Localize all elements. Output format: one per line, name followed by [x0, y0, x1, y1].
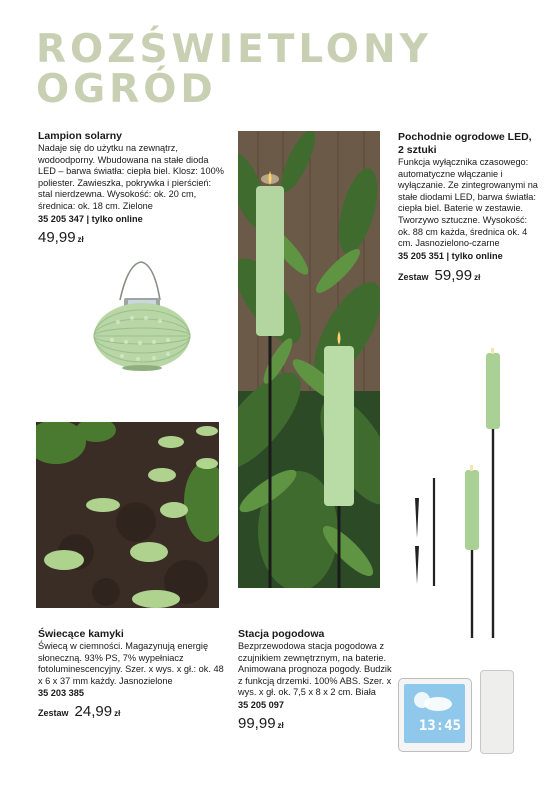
stacja-price-value: 99,99 [238, 714, 276, 732]
solar-lantern-image [88, 256, 208, 374]
station-time: 13:45 [418, 718, 461, 734]
lampion-description: Nadaje się do użytku na zewnątrz, wodoodporny. Wbudowana na stałe dioda LED – barwa światła: ciepła biel. Klosz: 100% poliester. Zawieszka, pokrywka i pierścień: stal nierdzewna. Wysokość: ok. 20 cm, średnica: ok. 18 cm. Zielone [38, 143, 224, 211]
headline-line-2: OGRÓD [36, 67, 217, 112]
pochodnie-currency: zł [474, 272, 481, 282]
stacja-description: Bezprzewodowa stacja pogodowa z czujnikiem zewnętrznym, na baterie. Animowana prognoza pogody. Budzik z funkcją drzemki. 100% ABS. Szer. x wys. x gł. ok. 7,5 x 8 x 2 cm. Biała [238, 641, 392, 698]
kamyki-code: 35 203 385 [38, 688, 84, 699]
lampion-price [38, 229, 226, 249]
stacja-price [238, 715, 396, 735]
pochodnie-price-value: 59,99 [434, 266, 473, 284]
garden-torches-image [400, 348, 520, 644]
kamyki-title: Świecące kamyki [38, 628, 124, 640]
pochodnie-set-label: Zestaw [398, 271, 429, 282]
kamyki-currency: zł [114, 709, 121, 719]
pochodnie-price [398, 267, 538, 287]
lampion-currency: zł [77, 234, 84, 244]
pochodnie-code: 35 205 351 | tylko online [398, 250, 503, 261]
kamyki-price [38, 703, 228, 723]
stacja-code: 35 205 097 [238, 699, 284, 710]
weather-station-image [396, 670, 520, 762]
pochodnie-title: Pochodnie ogrodowe LED, 2 sztuki [398, 131, 532, 156]
stacja-currency: zł [277, 720, 284, 730]
station-display [404, 684, 465, 743]
kamyki-info [38, 628, 228, 723]
lampion-info [38, 130, 226, 249]
headline-line-1: ROZŚWIETLONY [36, 27, 432, 72]
kamyki-description: Świecą w ciemności. Magazynują energię słoneczną. 93% PS, 7% wypełniacz fotoluminescencyjny. Szer. x wys. x gł.: ok. 48 x 6 x 37 mm każdy. Jasnozielone [38, 641, 224, 686]
glowing-stones-photo [36, 422, 219, 608]
outdoor-sensor [480, 670, 514, 754]
stacja-info [238, 628, 396, 735]
weather-icon [404, 686, 465, 716]
page-headline [36, 27, 432, 112]
garden-torch-photo [238, 131, 380, 588]
kamyki-set-label: Zestaw [38, 708, 69, 719]
pochodnie-info [398, 131, 538, 287]
stacja-title: Stacja pogodowa [238, 628, 325, 640]
kamyki-price-value: 24,99 [74, 703, 113, 721]
pochodnie-description: Funkcja wyłącznika czasowego: automatyczne włączanie i wyłączanie. Ze zintegrowanymi na stałe diodami LED, barwa światła: ciepła biel. Baterie w zestawie. Tworzywo sztuczne. Wysokość: ok. 88 cm każda, średnica ok. 4 cm. Jasnozielono-czarne [398, 157, 538, 249]
lampion-title: Lampion solarny [38, 130, 123, 142]
lampion-code: 35 205 347 | tylko online [38, 213, 143, 224]
station-base [398, 678, 472, 752]
lampion-price-value: 49,99 [38, 228, 76, 246]
